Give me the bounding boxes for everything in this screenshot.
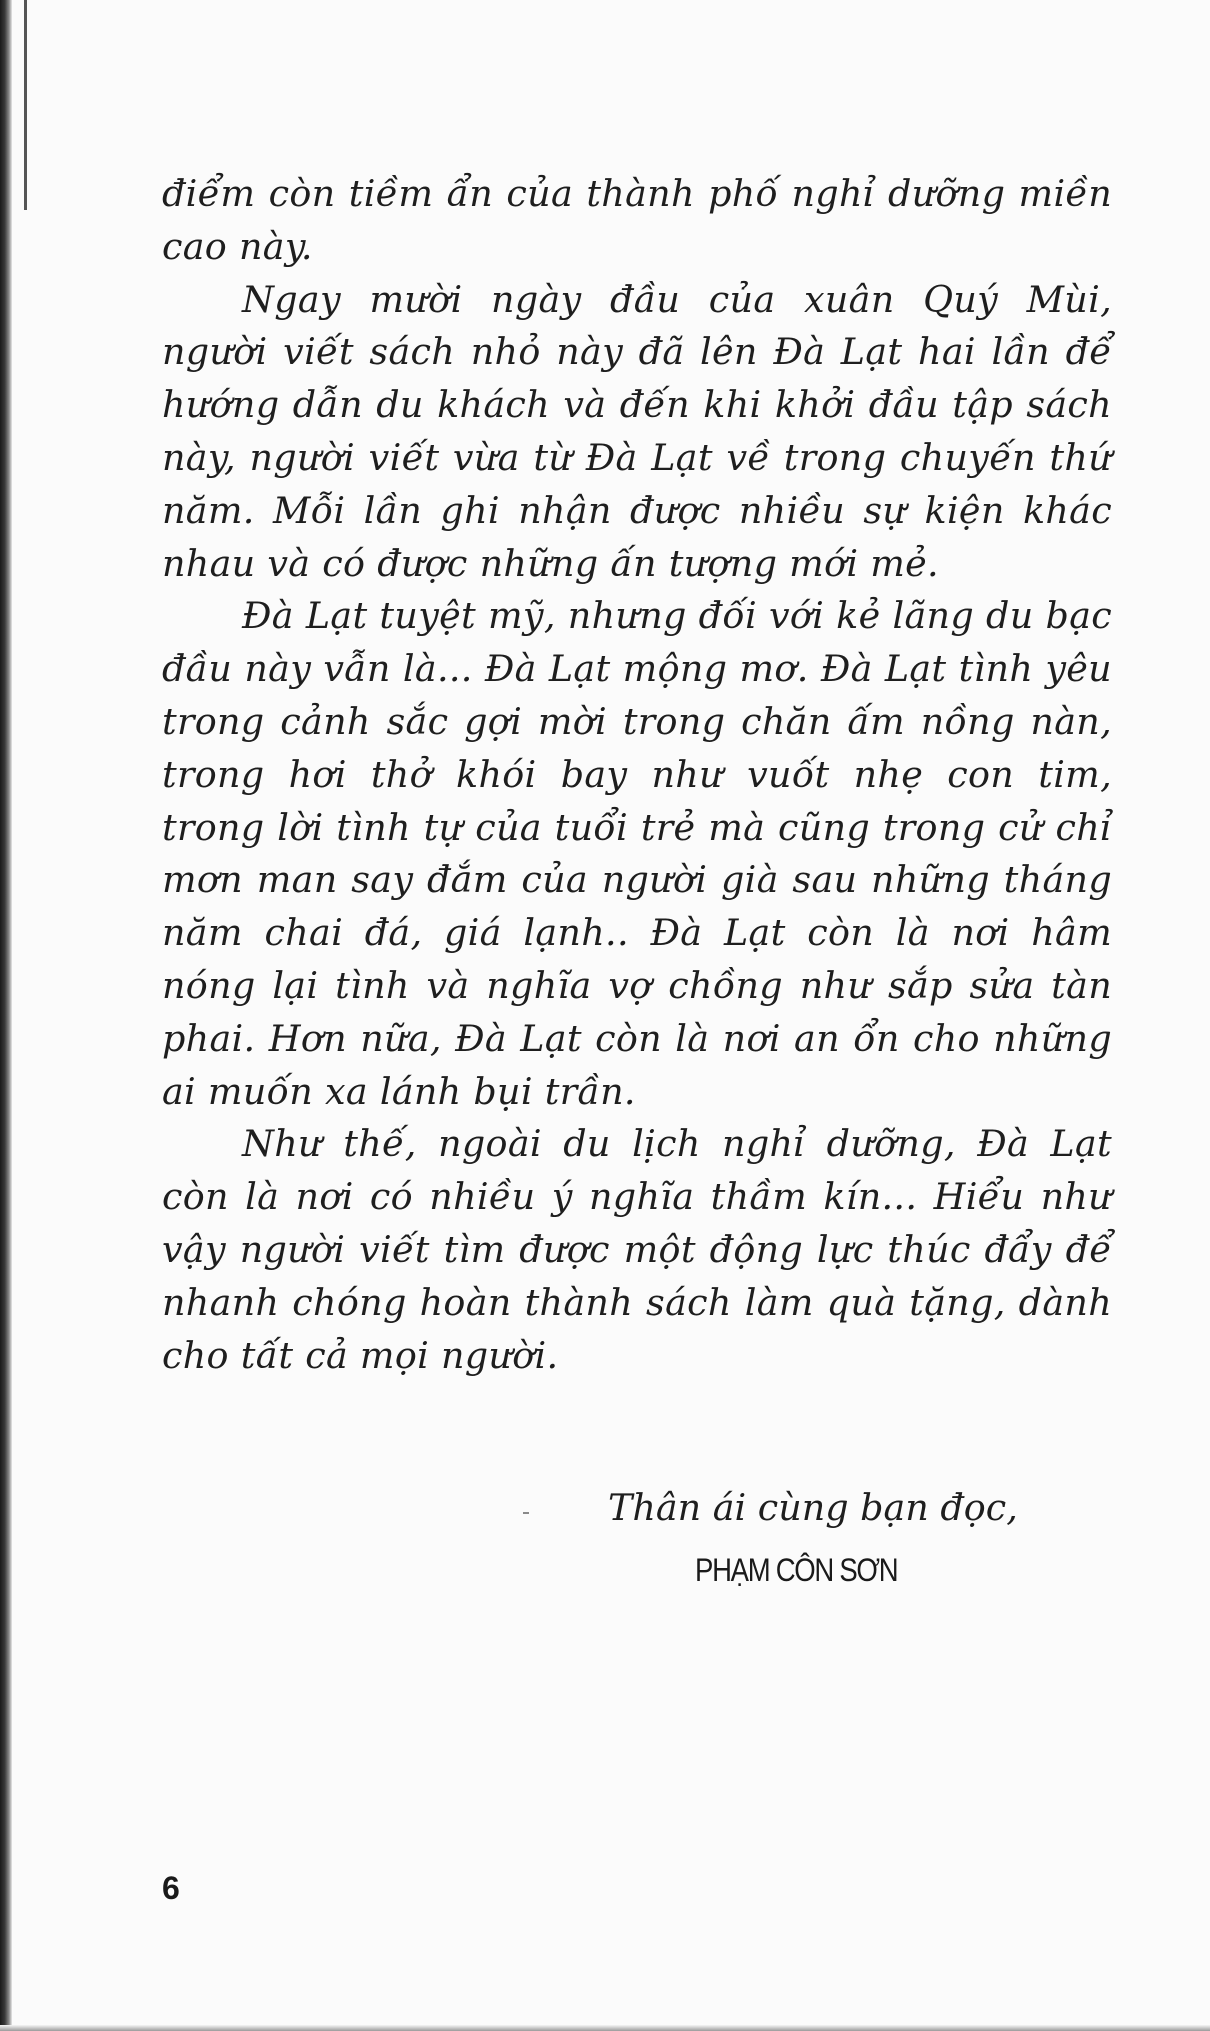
- scan-speck: [523, 1512, 529, 1514]
- page-number: 6: [162, 1870, 180, 1906]
- paragraph-3: Đà Lạt tuyệt mỹ, nhưng đối với kẻ lãng du bạc đầu này vẫn là... Đà Lạt mộng mơ. Đà Lạt tình yêu trong cảnh sắc gợi mời trong chăn ấm nồng nàn, trong hơi thở khói bay như vuốt nhẹ con tim, trong lời tình tự của tuổi trẻ mà cũng trong cử chỉ mơn man say đắm của người già sau những tháng năm chai đá, giá lạnh.. Đà Lạt còn là nơi hâm nóng lại tình và nghĩa vợ chồng như sắp sửa tàn phai. Hơn nữa, Đà Lạt còn là nơi an ổn cho những ai muốn xa lánh bụi trần.: [162, 594, 1112, 1113]
- paragraph-1: điểm còn tiềm ẩn của thành phố nghỉ dưỡng miền cao này.: [162, 172, 1112, 268]
- page-edge-line: [24, 0, 27, 210]
- page-spine-shadow: [0, 0, 12, 2031]
- page-bottom-edge: [0, 2025, 1210, 2031]
- paragraph-4: Như thế, ngoài du lịch nghỉ dưỡng, Đà Lạt còn là nơi có nhiều ý nghĩa thầm kín... Hiểu như vậy người viết tìm được một động lực thúc đẩy để nhanh chóng hoàn thành sách làm quà tặng, dành cho tất cả mọi người.: [162, 1122, 1112, 1377]
- body-text: [162, 168, 1112, 1382]
- closing-line: Thân ái cùng bạn đọc,: [608, 1486, 1018, 1529]
- paragraph-2: Ngay mười ngày đầu của xuân Quý Mùi, người viết sách nhỏ này đã lên Đà Lạt hai lần để hướng dẫn du khách và đến khi khởi đầu tập sách này, người viết vừa từ Đà Lạt về trong chuyến thứ năm. Mỗi lần ghi nhận được nhiều sự kiện khác nhau và có được những ấn tượng mới mẻ.: [162, 277, 1112, 585]
- author-signature: PHẠM CÔN SƠN: [695, 1552, 898, 1588]
